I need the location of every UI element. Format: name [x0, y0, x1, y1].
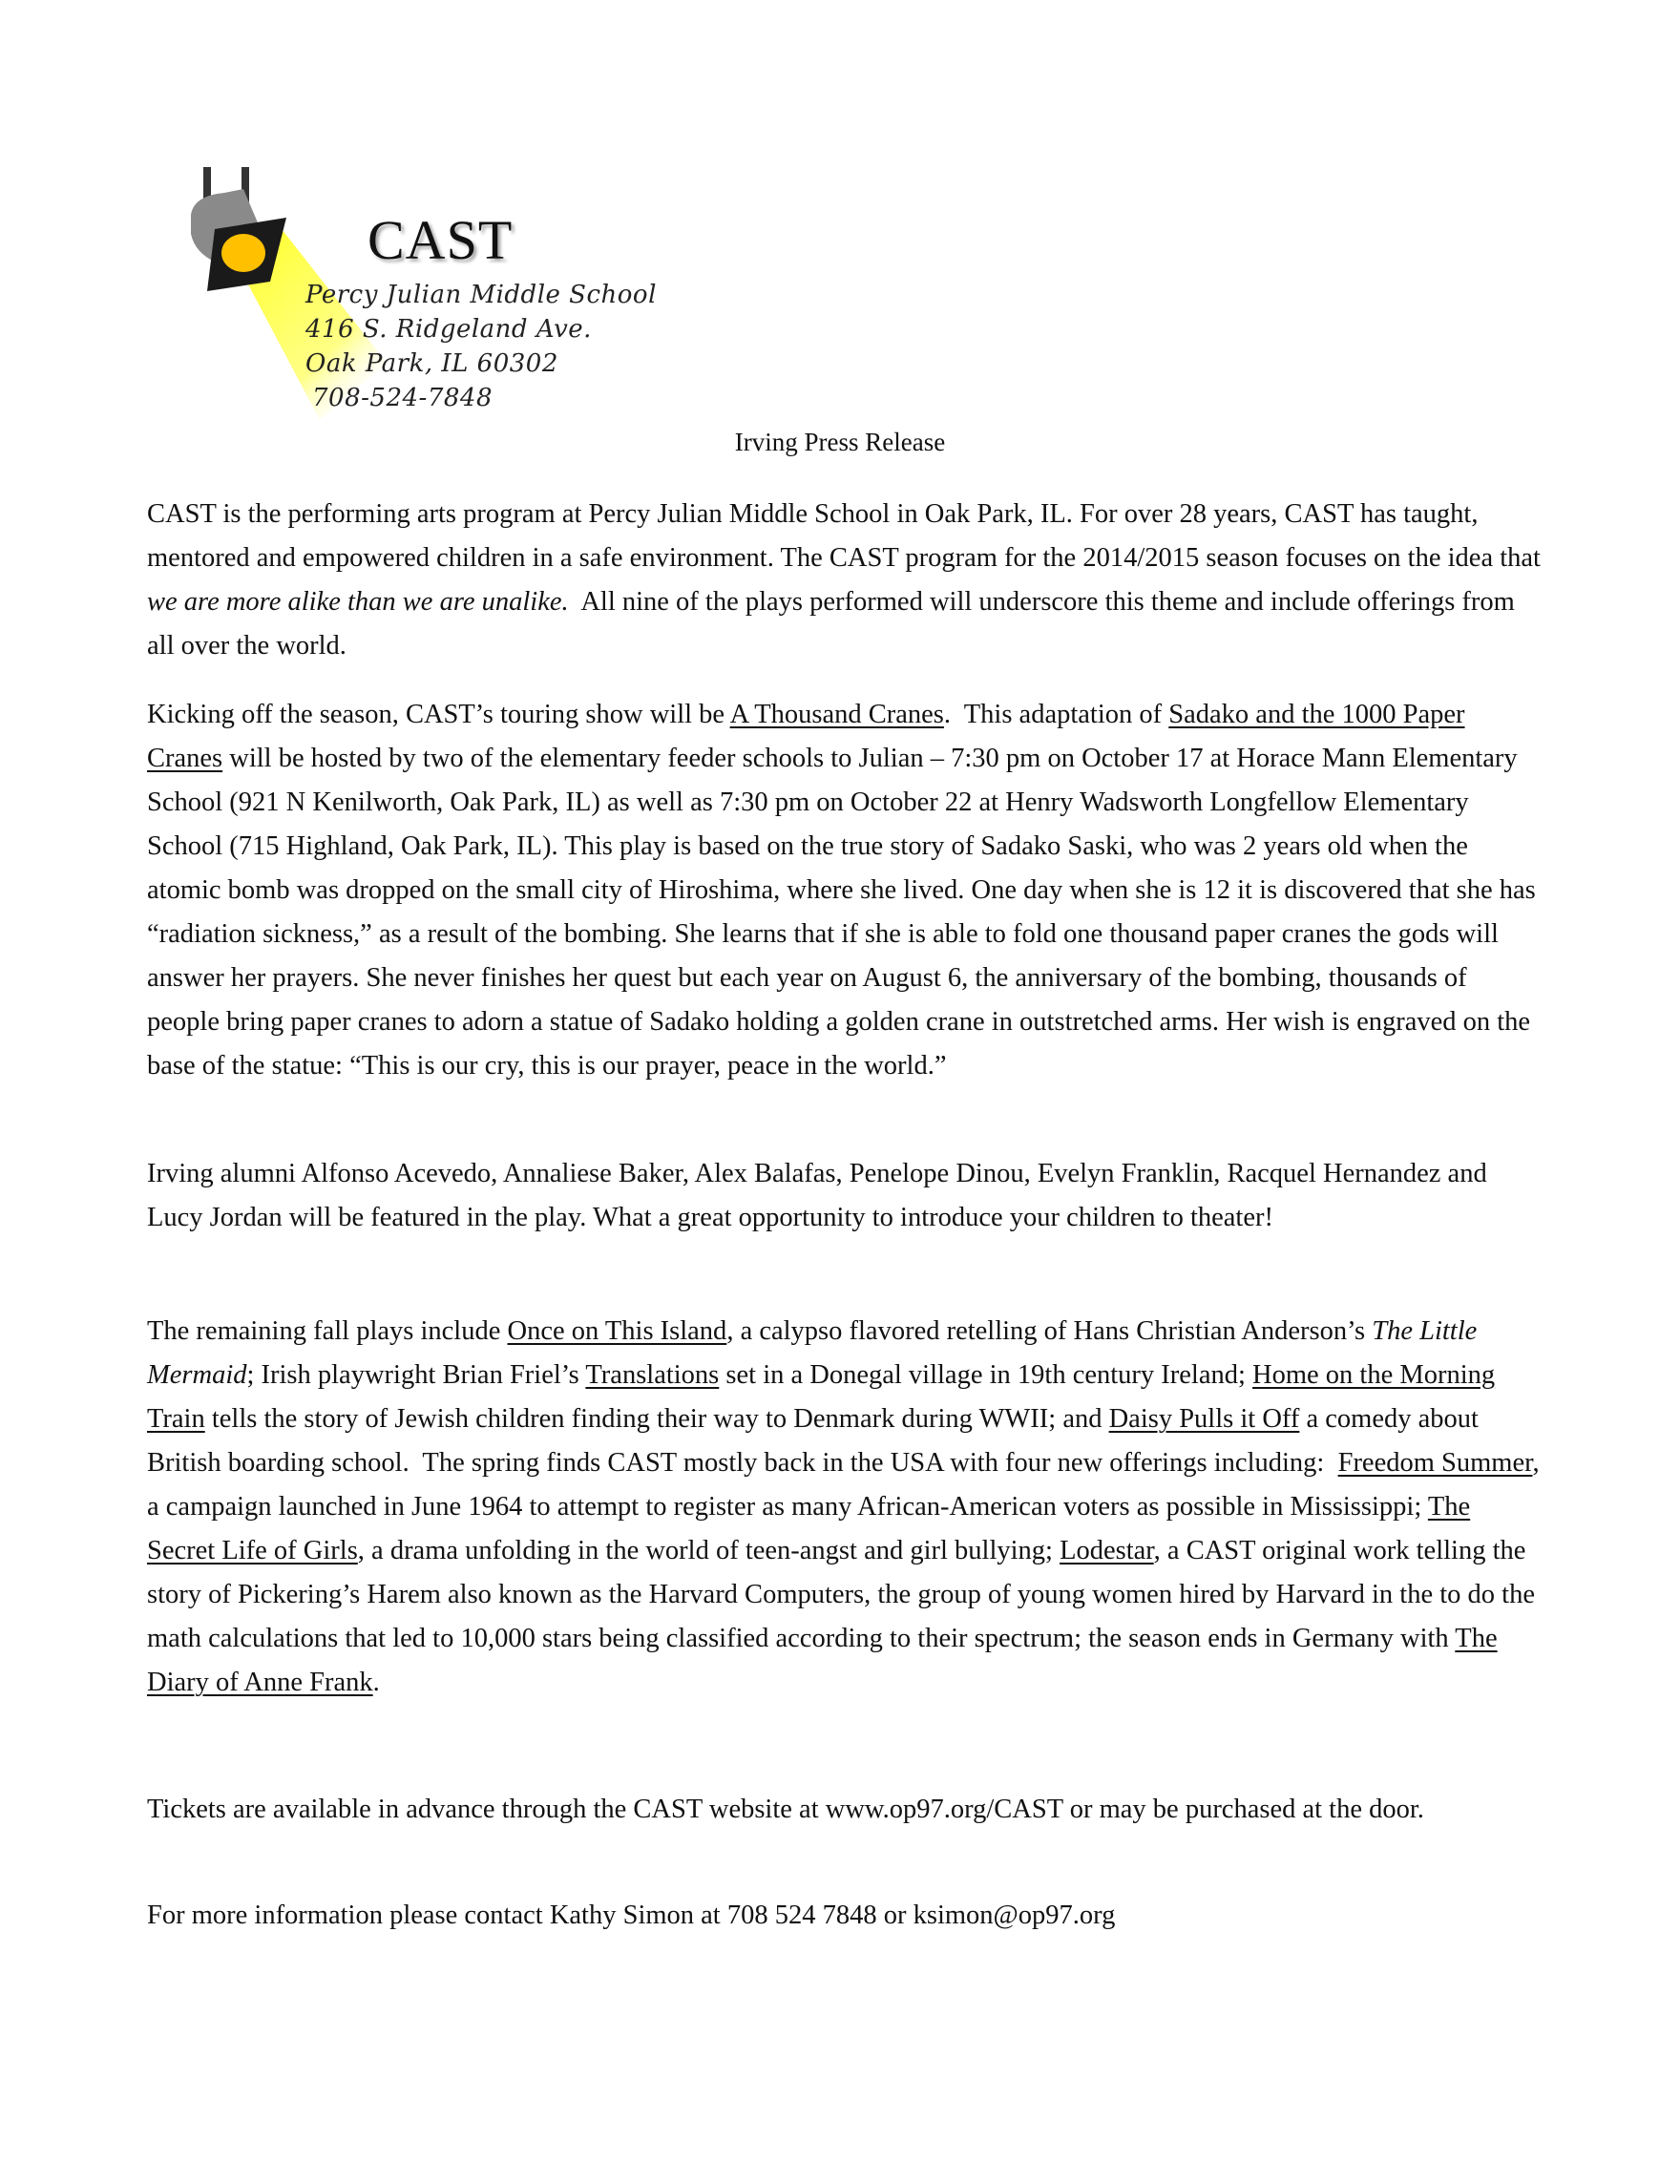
play-title-a-thousand-cranes: A Thousand Cranes	[729, 700, 944, 729]
text: or may be purchased at the door.	[1062, 1795, 1424, 1824]
text: Irving alumni Alfonso Acevedo, Annaliese Baker, Alex Balafas, Penelope Dinou, Evelyn Franklin, Racquel Hernandez and Lucy Jordan will be featured in the play. What a great opportunity to introduce your children to theater!	[147, 1159, 1487, 1232]
text: Tickets are available in advance through the CAST website at	[147, 1795, 826, 1824]
text: , a campaign launched in June 1964 to attempt to register as many African-American voters as possible in Mississippi;	[147, 1448, 1540, 1522]
text: set in a Donegal village in 19th century Ireland;	[719, 1360, 1253, 1390]
play-title-secret-life-of-girls: The Secret Life of Girls	[147, 1492, 1471, 1565]
text: . This adaptation of	[943, 700, 1169, 729]
logo-phone: 708-524-7848	[312, 384, 493, 412]
document-title: Irving Press Release	[734, 428, 946, 456]
book-title-little-mermaid: The Little Mermaid	[147, 1316, 1478, 1390]
logo-city: Oak Park, IL 60302	[305, 349, 558, 378]
play-title-home-on-the-morning-train: Home on the Morning Train	[147, 1360, 1496, 1434]
play-title-diary-of-anne-frank: The Diary of Anne Frank	[147, 1624, 1498, 1697]
text: All nine of the plays performed will underscore this theme and include offerings from all over the world.	[147, 587, 1522, 661]
contact-phone: 708 524 7848	[726, 1900, 877, 1930]
text: For more information please contact Kathy Simon at	[147, 1900, 727, 1930]
play-title-lodestar: Lodestar	[1060, 1536, 1154, 1565]
text: will be hosted by two of the elementary feeder schools to Julian – 7:30 pm on October 17 at Horace Mann Elementary School (921 N Kenilworth, Oak Park, IL) as well as 7:30 pm on October 22 at Henry Wadsworth Longfellow Elementary School (715 Highland, Oak Park, IL). This play is based on the true story of Sadako Saski, who was 2 years old when the atomic bomb was dropped on the small city of Hiroshima, where she lived. One day when she is 12 it is discovered that she has “radiation sickness,” as a result of the bombing. She learns that if she is able to fold one thousand paper cranes the gods will answer her prayers. She never finishes her quest but each year on August 6, the anniversary of the bombing, thousands of people bring paper cranes to adorn a statue of Sadako holding a golden crane in outstretched arms. Her wish is engraved on the base of the statue: “This is our cry, this is our prayer, peace in the world.”	[147, 744, 1536, 1081]
paragraph-alumni	[147, 1152, 1541, 1240]
text: ; Irish playwright Brian Friel’s	[246, 1360, 586, 1390]
text: a comedy about British boarding school. The spring finds CAST mostly back in the USA with four new offerings including:	[147, 1404, 1486, 1478]
play-title-translations: Translations	[585, 1360, 720, 1390]
text: The remaining fall plays include	[147, 1316, 508, 1346]
contact-email[interactable]: ksimon@op97.org	[913, 1900, 1116, 1930]
text: or	[876, 1900, 914, 1930]
play-title-daisy-pulls-it-off: Daisy Pulls it Off	[1108, 1404, 1300, 1434]
cast-logo	[186, 162, 682, 430]
text: CAST is the performing arts program at Percy Julian Middle School in Oak Park, IL. For over 28 years, CAST has taught, mentored and empowered children in a safe environment. The CAST program for the 2014/2015 season focuses on the idea that	[147, 499, 1541, 573]
paragraph-season-plays	[147, 1310, 1541, 1705]
text: Kicking off the season, CAST’s touring show will be	[147, 700, 730, 729]
text: .	[372, 1668, 380, 1697]
text: , a CAST original work telling the story of Pickering’s Harem also known as the Harvard Computers, the group of young women hired by Harvard in the to do the math calculations that led to 10,000 stars being classified according to their spectrum; the season ends in Germany with	[147, 1536, 1535, 1653]
logo-school-name: Percy Julian Middle School	[305, 281, 657, 309]
website-url[interactable]: www.op97.org/CAST	[825, 1795, 1063, 1824]
text: , a calypso flavored retelling of Hans Christian Anderson’s	[726, 1316, 1373, 1346]
paragraph-tickets	[147, 1791, 1541, 1829]
play-title-freedom-summer: Freedom Summer	[1337, 1448, 1533, 1478]
logo-title: CAST	[368, 209, 514, 271]
paragraph-intro	[147, 493, 1541, 668]
play-title-once-on-this-island: Once on This Island	[507, 1316, 727, 1346]
theme-quote: we are more alike than we are unalike.	[147, 587, 569, 617]
paragraph-contact	[147, 1894, 1541, 1938]
logo-street: 416 S. Ridgeland Ave.	[305, 315, 592, 344]
paragraph-touring-show	[147, 693, 1541, 1088]
text: , a drama unfolding in the world of teen-angst and girl bullying;	[357, 1536, 1060, 1565]
text: tells the story of Jewish children finding their way to Denmark during WWII; and	[204, 1404, 1109, 1434]
book-title-sadako: Sadako and the 1000 Paper Cranes	[147, 700, 1465, 773]
